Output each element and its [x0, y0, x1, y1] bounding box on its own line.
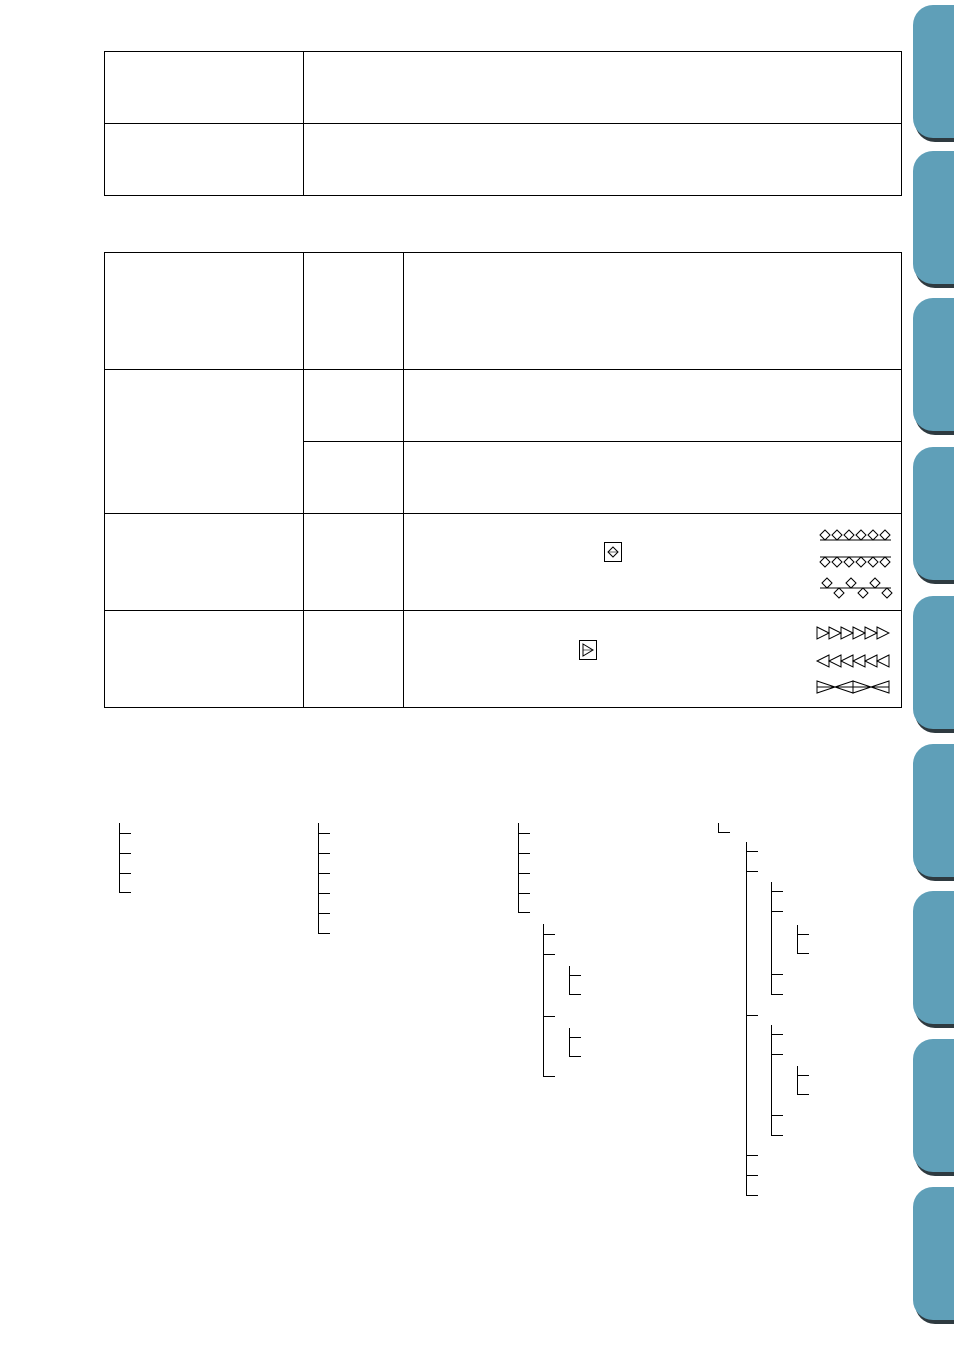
side-tab-4[interactable] — [913, 447, 954, 580]
tree-3 — [519, 823, 582, 1077]
side-tab-1[interactable] — [913, 5, 954, 138]
side-tab-9[interactable] — [913, 1187, 954, 1320]
side-tab-7[interactable] — [913, 891, 954, 1024]
side-tab-8[interactable] — [913, 1039, 954, 1172]
side-tab-2[interactable] — [913, 151, 954, 284]
tree-4 — [719, 823, 810, 1196]
tree-2 — [319, 823, 331, 934]
side-tab-5[interactable] — [913, 596, 954, 729]
tree-1 — [120, 823, 132, 893]
side-tab-3[interactable] — [913, 298, 954, 431]
side-tab-6[interactable] — [913, 744, 954, 877]
